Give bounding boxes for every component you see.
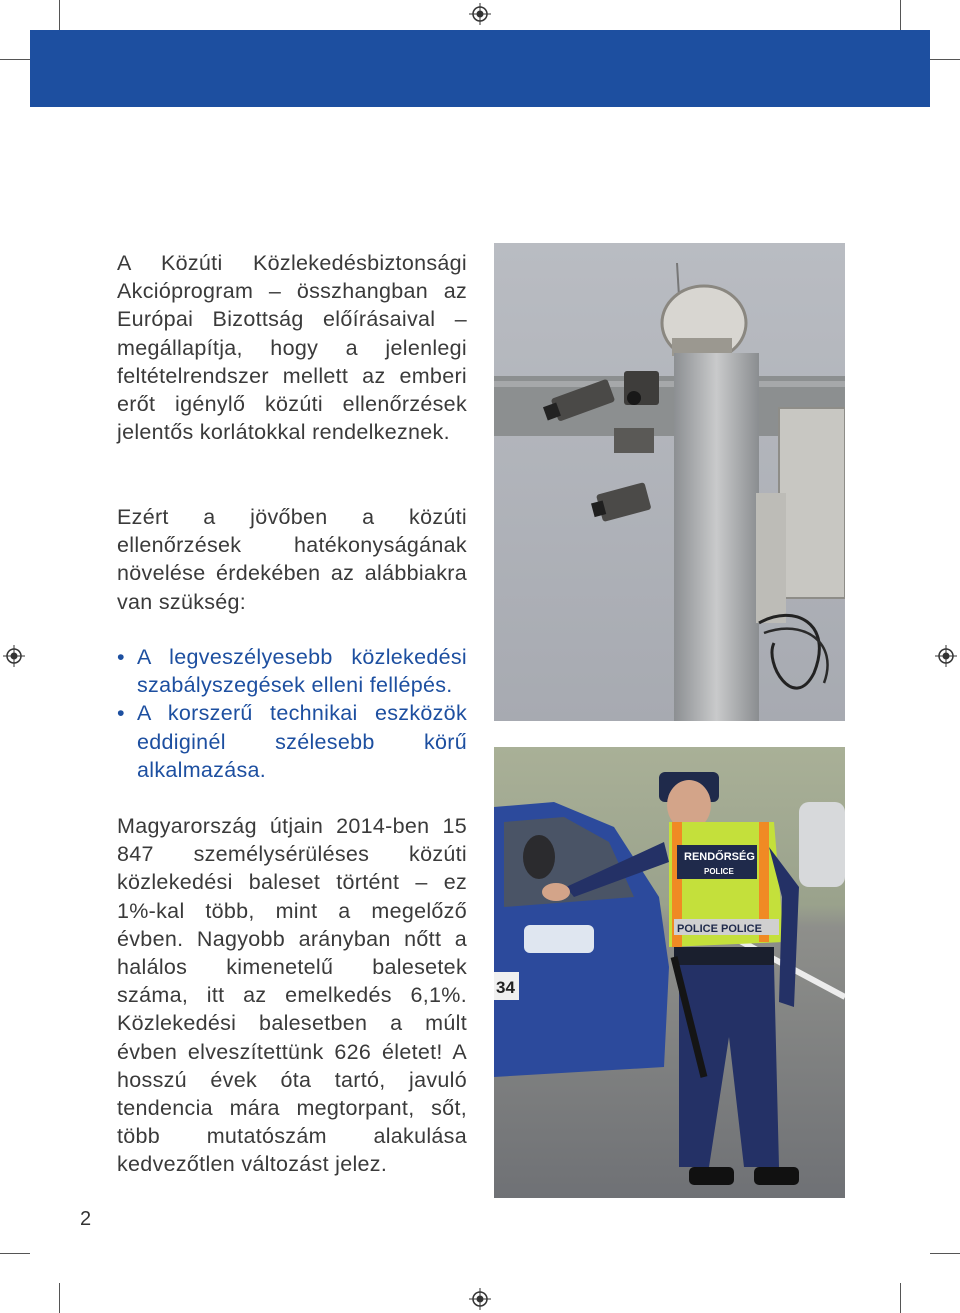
bullet-icon: • [117, 701, 125, 726]
page-number: 2 [80, 1208, 92, 1230]
vest-strip-text: POLICE POLICE [677, 923, 762, 935]
crop-mark [59, 0, 60, 30]
crop-mark [900, 0, 901, 30]
registration-mark-icon [935, 645, 957, 667]
paragraph-text: A Közúti Közlekedésbiztonsági Akcióprogram – összhangban az Európai Bizottság előírásaival – megállapítja, hogy a jelenlegi feltételrendszer mellett az emberi erőt igénylő közúti ellenőrzések jelentős korlátokkal rendelkeznek. [117, 251, 467, 445]
list-item-text: A korszerű technikai eszközök eddiginél szélesebb körű alkalmazása. [137, 701, 467, 782]
list-item-text: A legveszélyesebb közlekedési szabályszegések elleni fellépés. [137, 645, 467, 698]
crop-mark [0, 59, 30, 60]
registration-mark-icon [469, 1288, 491, 1310]
paragraph-text: Ezért a jövőben a közúti ellenőrzések hatékonyságának növelése érdekében az alábbiakra van szükség: [117, 505, 467, 614]
vest-label-text: RENDŐRSÉG [684, 851, 755, 863]
list-item [117, 699, 467, 784]
bullet-icon: • [117, 645, 125, 669]
traffic-camera-photo [494, 243, 845, 721]
paragraph-text: Magyarország útjain 2014-ben 15 847 személysérüléses közúti közlekedési baleset történt – ez 1%-kal több, mint a megelőző évben. Nagyobb arányban nőtt a halálos kimenetelű balesetek száma, itt az emelkedés 6,1%. Közlekedési balesetben a múlt évben elveszítettünk 626 életet! A hosszú évek óta tartó, javuló tendencia mára megtorpant, sőt, több mutatószám alakulása kedvezőtlen változást jelez. [117, 814, 467, 1177]
registration-mark-icon [469, 3, 491, 25]
needs-paragraph [117, 503, 467, 616]
crop-mark [930, 1253, 960, 1254]
crop-mark [930, 59, 960, 60]
statistics-paragraph [117, 812, 467, 1179]
car-plate-text: 34 [496, 978, 515, 997]
vest-sublabel-text: POLICE [704, 867, 734, 876]
header-bar [30, 30, 930, 107]
registration-mark-icon [3, 645, 25, 667]
crop-mark [0, 1253, 30, 1254]
list-item [117, 643, 467, 699]
crop-mark [59, 1283, 60, 1313]
intro-paragraph [117, 249, 467, 446]
needs-list [117, 643, 467, 784]
police-officer-photo [494, 747, 845, 1198]
crop-mark [900, 1283, 901, 1313]
